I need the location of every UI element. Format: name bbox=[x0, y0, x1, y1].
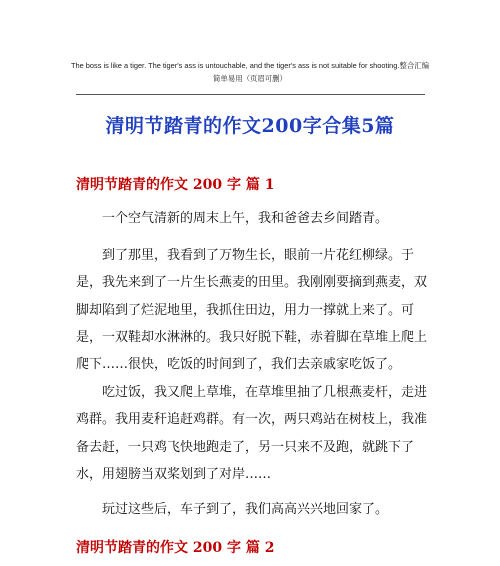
paragraph-3: 吃过饭，我又爬上草堆，在草堆里抽了几根燕麦杆，走进鸡群。我用麦秆追赶鸡群。有一次，两只鸡站在树枝上，我准备去赶，一只鸡飞快地跑走了，另一只来不及跑，就跳下了水，用翅膀当双桨划到了对岸…… bbox=[76, 385, 428, 482]
page-header-text: The boss is like a tiger. The tiger's ass is untouchable, and the tiger's ass is not suitable for shooting.整合汇编 bbox=[70, 61, 430, 70]
section-heading-2: 清明节踏青的作文 200 字 篇 2 bbox=[76, 540, 275, 556]
section-heading-1: 清明节踏青的作文 200 字 篇 1 bbox=[76, 177, 275, 193]
paragraph-1: 一个空气清新的周末上午，我和爸爸去乡间踏青。 bbox=[102, 211, 389, 226]
paragraph-2: 到了那里，我看到了万物生长，眼前一片花红柳绿。于是，我先来到了一片生长燕麦的田里。我刚刚要摘到燕麦，双脚却陷到了烂泥地里，我抓住田边，用力一撑就上来了。可是，一双鞋却水淋淋的。我只好脱下鞋，赤着脚在草堆上爬上爬下……很快，吃饭的时间到了，我们去亲戚家吃饭了。 bbox=[76, 248, 428, 373]
page-header-note: 简单易用（页眉可删） bbox=[213, 74, 287, 83]
header-divider bbox=[76, 94, 425, 95]
document-title: 清明节踏青的作文200字合集5篇 bbox=[105, 115, 395, 137]
paragraph-4: 玩过这些后，车子到了，我们高高兴兴地回家了。 bbox=[102, 502, 389, 517]
